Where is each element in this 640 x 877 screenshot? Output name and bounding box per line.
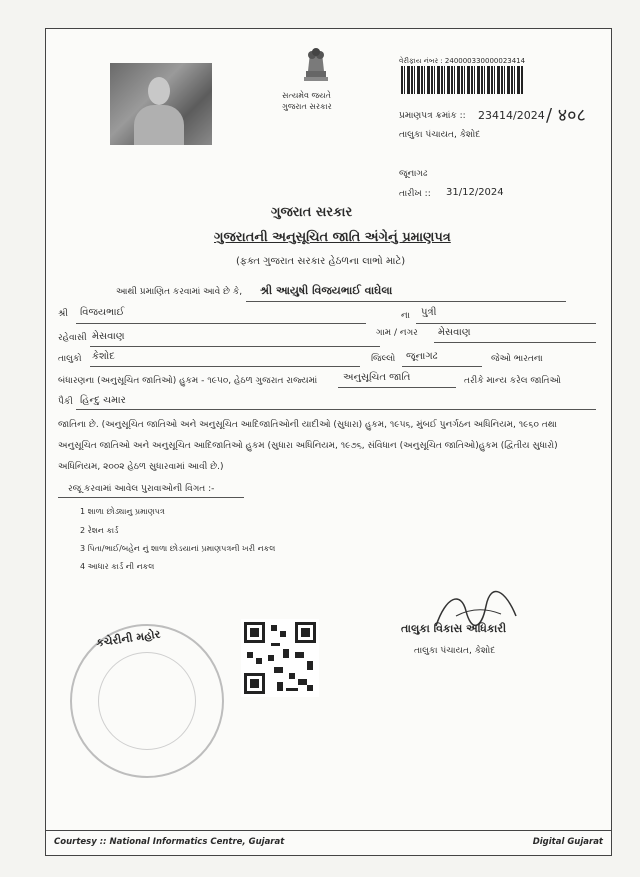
evidence-heading: રજૂ કરવામાં આવેલ પુરાવાઓની વિગત :-	[68, 484, 215, 494]
certificate-title: ગુજરાતની અનુસૂચિત જાતિ અંગેનું પ્રમાણપત્ર	[214, 230, 451, 245]
issuing-district: જૂનાગઢ	[399, 169, 428, 179]
evidence-item: 1 શાળા છોડ્યાનુ પ્રમાણપત્ર	[80, 507, 165, 516]
emblem-caption: સત્યમેવ જયતે	[282, 91, 331, 100]
paragraph-line-2: અનુસૂચિત જાતિઓ અને અનુસૂચિત આદિજાતિઓ હુકમ (સુધારા અધિનિયમ, ૧૯૭૬, સંવિધાન (અનુસૂચિત જાતિઓ)હુકમ (દ્વિતીય સુધારો)	[58, 441, 558, 451]
evidence-item: 2 રેશન કાર્ડ	[80, 526, 119, 535]
date-label: તારીખ ::	[399, 189, 431, 199]
handwritten-number: / ४०८	[546, 105, 586, 126]
sub-caste: હિન્દુ ચમાર	[80, 395, 126, 406]
applicant-photo	[110, 63, 212, 145]
issue-date: 31/12/2024	[446, 187, 504, 198]
paragraph-line-1: જાતિના છે. (અનુસૂચિત જાતિઓ અને અનુસૂચિત આદિજાતિઓની યાદીઓ (સુધારા) હુકમ, ૧૯૫૬, મુંબઈ પુનર્ગઠન અધિનિયમ, ૧૯૬૦ તથા	[58, 420, 557, 430]
certificate-no: 23414/2024	[478, 109, 545, 122]
certificate-subtitle: (ફક્ત ગુજરાત સરકાર હેઠળના લાભો માટે)	[236, 256, 406, 267]
relation: પુત્રી	[421, 307, 437, 318]
officer-office: તાલુકા પંચાયત, કેશોદ	[414, 646, 496, 656]
officer-title: તાલુકા વિકાસ અધિકારી	[401, 622, 507, 635]
footer	[46, 830, 611, 855]
emblem-caption-2: ગુજરાત સરકાર	[282, 102, 332, 111]
village-label: ગામ / નગર	[376, 328, 418, 338]
issuing-office: તાલુકા પંચાયત, કેશોદ	[399, 130, 481, 140]
verify-number: વેરીફાય નંબર : 240000330000023414	[399, 57, 526, 65]
footer-courtesy: Courtesy :: National Informatics Centre, Gujarat	[54, 837, 285, 847]
resident-label: રહેવાસી	[58, 333, 87, 343]
village: મેસવાણ	[438, 327, 471, 338]
paragraph-line-3: અધિનિયમ, ૨૦૦૨ હેઠળ સુધારવામાં આવી છે.)	[58, 462, 224, 472]
national-emblem-icon	[292, 41, 340, 89]
certificate-no-label: પ્રમાણપત્ર ક્રમાંક ::	[399, 111, 466, 121]
constitution-text: બંધારણના (અનુસૂચિત જાતિઓ) હુકમ - ૧૯૫૦, હેઠળ ગુજરાત રાજ્યમાં	[58, 376, 318, 386]
sub-caste-prefix: પૈકી	[58, 397, 73, 407]
recognized-text: તરીકે માન્ય કરેલ જાતિઓ	[464, 376, 561, 386]
resident: મેસવાણ	[92, 331, 125, 342]
taluka: કેશોદ	[92, 351, 115, 362]
district-label: જિલ્લો	[371, 354, 396, 364]
certificate-page	[45, 28, 612, 856]
evidence-item: 4 આધાર કાર્ડ ની નકલ	[80, 562, 155, 571]
evidence-item: 3 પિતા/ભાઈ/બહેન નું શાળા છોડયાનાં પ્રમાણપત્રની ખરી નકલ	[80, 544, 276, 553]
district: જૂનાગઢ	[406, 351, 438, 362]
office-seal	[70, 624, 224, 778]
government-title: ગુજરાત સરકાર	[271, 205, 353, 220]
bharat-text: જેઓ ભારતના	[491, 354, 543, 364]
footer-brand: Digital Gujarat	[532, 837, 603, 847]
stamp-title: કચેરીની મહોર	[95, 627, 162, 650]
barcode	[401, 66, 523, 94]
father-name: વિજયભાઈ	[80, 307, 125, 318]
applicant-name: શ્રી આયુષી વિજયભાઈ વાઘેલા	[260, 284, 393, 297]
relation-label: ના	[401, 311, 410, 321]
caste-category: અનુસૂચિત જાતિ	[343, 372, 411, 383]
qr-code	[241, 619, 319, 697]
certify-prefix: આથી પ્રમાણિત કરવામાં આવે છે કે,	[116, 287, 243, 297]
shri-label: શ્રી	[58, 309, 68, 319]
taluka-label: તાલુકો	[58, 354, 82, 364]
